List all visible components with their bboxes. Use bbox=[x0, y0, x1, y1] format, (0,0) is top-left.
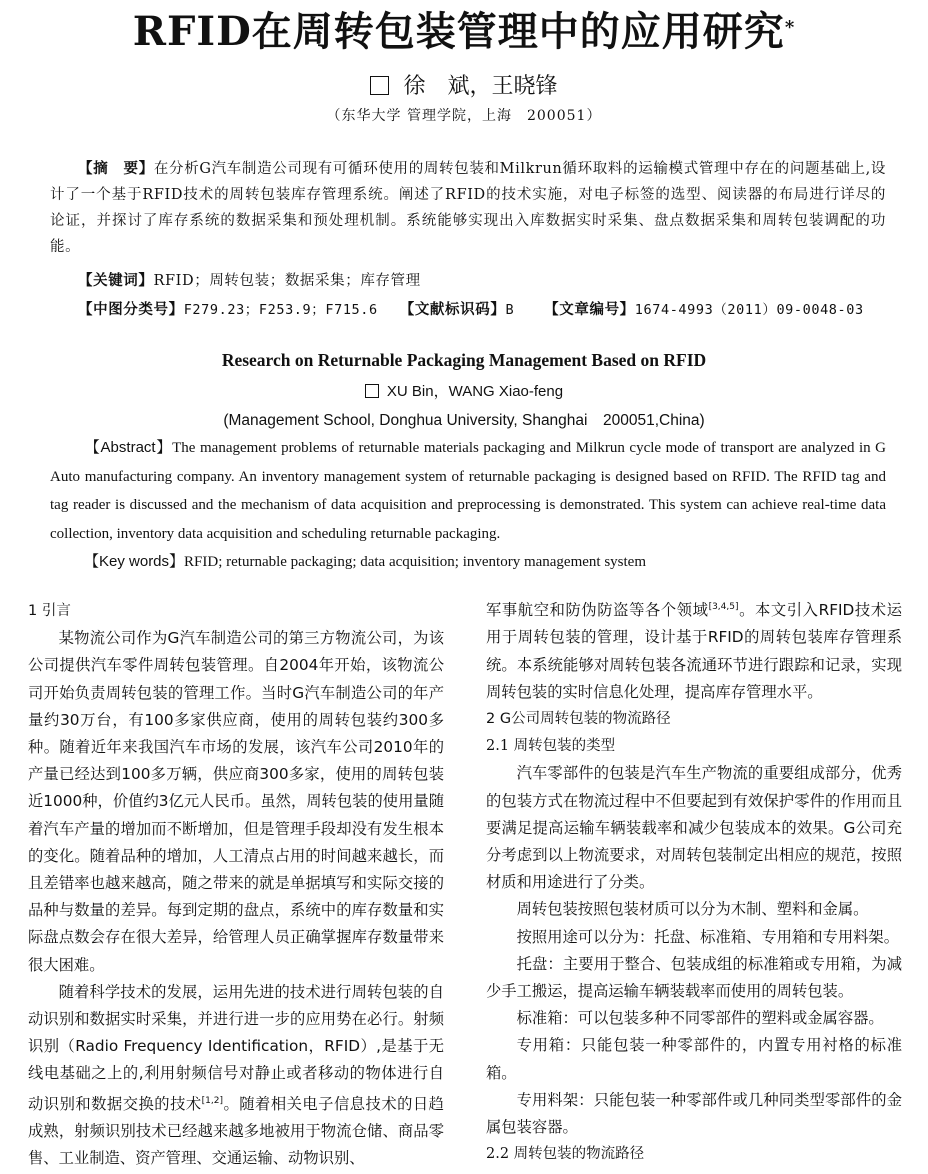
section-2-1-paragraph-4: 托盘：主要用于整合、包装成组的标准箱或专用箱，为减少手工搬运，提高运输车辆装载率而使用的周转包装。 bbox=[486, 954, 902, 1000]
body-right-column bbox=[486, 594, 902, 1168]
section-2-2-heading: 2.2 周转包装的物流路径 bbox=[486, 1146, 645, 1163]
section-2-1-paragraph-6: 专用箱：只能包装一种零部件的，内置专用衬格的标准箱。 bbox=[486, 1036, 902, 1082]
affiliation: （东华大学 管理学院，上海 200051） bbox=[326, 108, 602, 124]
clc-label: 【中图分类号】 bbox=[78, 301, 184, 318]
english-abstract-block bbox=[50, 434, 886, 577]
english-keywords-label: 【Key words】 bbox=[84, 553, 185, 570]
keywords-label: 【关键词】 bbox=[78, 272, 154, 289]
abstract-label: 【摘 要】 bbox=[78, 160, 154, 177]
abstract-cn bbox=[50, 156, 886, 260]
classification-line bbox=[50, 297, 886, 323]
section-2-1-paragraph-3: 按照用途可以分为：托盘、标准箱、专用箱和专用料架。 bbox=[516, 927, 900, 946]
doc-code-label: 【文献标识码】 bbox=[399, 301, 506, 318]
keywords-text: RFID；周转包装；数据采集；库存管理 bbox=[153, 273, 421, 289]
checkbox-square-icon bbox=[370, 76, 389, 95]
section-2-1-heading: 2.1 周转包装的类型 bbox=[486, 738, 616, 755]
authors: 徐 斌，王晓锋 bbox=[403, 74, 558, 99]
section-2-1-paragraph-2: 周转包装按照包装材质可以分为木制、塑料和金属。 bbox=[516, 900, 869, 919]
clc-value: F279.23；F253.9；F715.6 bbox=[183, 302, 378, 318]
section-2-1-paragraph-5: 标准箱：可以包装多种不同零部件的塑料或金属容器。 bbox=[516, 1009, 884, 1028]
citation-ref: [3,4,5] bbox=[708, 602, 739, 612]
abstract-text: 在分析G汽车制造公司现有可循环使用的周转包装和Milkrun循环取料的运输模式管理中存在的问题基础上,设计了一个基于RFID技术的周转包装库存管理系统。阐述了RFID的技术实施，对电子标签的选型、阅读器的布局进行详尽的论证，并探讨了库存系统的数据采集和预处理机制。系统能够实现出入库数据实时采集、盘点数据采集和周转包装调配的功能。 bbox=[50, 161, 887, 255]
section-2-heading: 2 G公司周转包装的物流路径 bbox=[486, 710, 671, 727]
section-2-1-paragraph-7: 专用料架：只能包装一种零部件或几种同类型零部件的金属包装容器。 bbox=[486, 1090, 902, 1136]
paper-title: RFID在周转包装管理中的应用研究* bbox=[132, 8, 796, 55]
english-title: Research on Returnable Packaging Management Based on RFID bbox=[221, 350, 707, 370]
citation-ref: [1,2] bbox=[201, 1095, 223, 1106]
english-abstract-text: The management problems of returnable materials packaging and Milkrun cycle mode of transport are analyzed in G Auto manufacturing company. An inventory management system of returnable packaging is designed based on RFID. The RFID tag and tag reader is discussed and the mechanism of data acquisition and preprocessing is demonstrated. This system can achieve real-time data collection, inventory data acquisition and scheduling returnable packaging. bbox=[50, 440, 886, 542]
author-line bbox=[0, 72, 928, 102]
section-1-paragraph-2: 随着科学技术的发展，运用先进的技术进行周转包装的自动识别和数据实时采集，并进行进一步的应用势在必行。射频识别（Radio Frequency Identification，RFID）,是基于无线电基础之上的,利用射频信号对静止或者移动的物体进行自动识别和数据交换的技术[1,2]。随着相关电子信息技术的日趋成熟，射频识别技术已经越来越多地被用于物流仓储、商品零售、工业制造、资产管理、交通运输、动物识别、 bbox=[28, 982, 444, 1168]
keywords-cn bbox=[50, 268, 886, 294]
article-number-label: 【文章编号】 bbox=[544, 301, 635, 318]
section-2-1-paragraph-1: 汽车零部件的包装是汽车生产物流的重要组成部分，优秀的包装方式在物流过程中不但要起到有效保护零件的作用而且要满足提高运输车辆装载率和减少包装成本的效果。G公司充分考虑到以上物流要求，对周转包装制定出相应的规范，按照材质和用途进行了分类。 bbox=[486, 764, 902, 892]
article-number-value: 1674-4993（2011）09-0048-03 bbox=[634, 302, 864, 318]
section-1-heading: 1 引言 bbox=[28, 603, 71, 619]
english-authors: XU Bin，WANG Xiao-feng bbox=[386, 383, 564, 400]
section-1-paragraph-1: 某物流公司作为G汽车制造公司的第三方物流公司，为该公司提供汽车零件周转包装管理。自2004年开始，该物流公司开始负责周转包装的管理工作。当时G汽车制造公司的年产量约30万台，有100多家供应商，使用的周转包装约300多种。随着近年来我国汽车市场的发展，该汽车公司2010年的产量已经达到100多万辆，供应商300多家，使用的周转包装近1000种，价值约3亿元人民币。虽然，周转包装的使用量随着汽车产量的增加而不断增加，但是管理手段却没有发生根本的变化。随着品种的增加，人工清点占用的时间越来越长，而且差错率也越来越高，随之带来的就是单据填写和实际交接的品种与数量的差异。每到定期的盘点，系统中的库存数量和实际盘点数会存在很大差异，给管理人员正确掌握库存数量带来很大困难。 bbox=[28, 629, 444, 974]
english-affiliation: (Management School, Donghua University, Shanghai 200051,China) bbox=[223, 412, 705, 429]
doc-code-value: B bbox=[505, 302, 515, 318]
body-left-column bbox=[28, 598, 444, 1172]
english-keywords-text: RFID; returnable packaging; data acquisition; inventory management system bbox=[184, 554, 646, 570]
section-1-paragraph-2-continued: 军事航空和防伪防盗等各个领域[3,4,5]。本文引入RFID技术运用于周转包装的管理，设计基于RFID的周转包装库存管理系统。本系统能够对周转包装各流通环节进行跟踪和记录，实现周转包装的实时信息化处理，提高库存管理水平。 bbox=[486, 601, 902, 701]
english-author-line bbox=[0, 380, 928, 401]
title-footnote-mark: * bbox=[784, 17, 796, 38]
checkbox-square-icon bbox=[365, 384, 379, 398]
english-abstract-label: 【Abstract】 bbox=[84, 439, 173, 456]
